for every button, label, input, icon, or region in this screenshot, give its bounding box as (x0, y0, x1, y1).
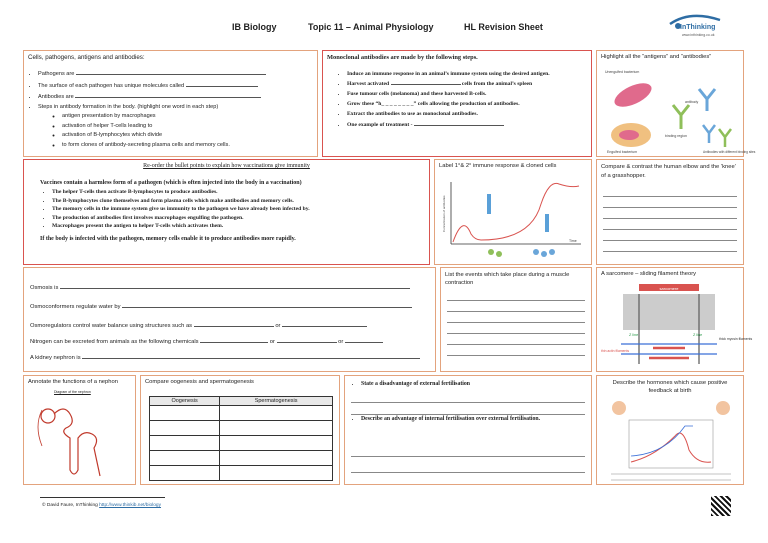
sarcomere-diagram (601, 282, 753, 370)
list-item: • Harvest activated cells from the animal’s spleen (347, 78, 591, 89)
cells-pathogens-box (23, 50, 318, 157)
fertilisation-box (344, 375, 592, 485)
engulfed-bacterium-icon (619, 130, 639, 140)
list-item: • The B-lymphocytes clone themselves and form plasma cells which make antibodies and memory cells. (52, 197, 429, 206)
osmosis-row: Osmosis is (30, 282, 410, 291)
sarcomere-box (596, 267, 753, 372)
nitrogen-row: Nitrogen can be excreted from animals as the following chemicals or or (30, 336, 383, 345)
footer-link[interactable]: http://www.thinkib.net/biology (99, 503, 162, 508)
sarcomere-title: A sarcomere – sliding filament theory (601, 271, 697, 277)
tubule-path (54, 409, 100, 476)
answer-line[interactable] (186, 80, 258, 87)
hormone-box (596, 375, 744, 485)
answer-line[interactable] (277, 336, 337, 343)
hormone-curve (631, 426, 693, 456)
sub-item: ◦ activation of B-lymphocytes which divide (62, 131, 317, 141)
sub-item: ◦ to form clones of antibody-secreting plasma cells and memory cells. (62, 141, 317, 151)
immune-title: Label 1°& 2° immune response & cloned cells (439, 163, 557, 169)
syringe-icon (545, 214, 549, 232)
list-item: • Pathogens are (38, 68, 317, 80)
answer-line[interactable] (60, 282, 410, 289)
answer-line[interactable] (345, 336, 383, 343)
diagram-label: binding region (665, 134, 687, 138)
answer-line[interactable] (282, 320, 367, 327)
antibody-curve (453, 183, 579, 242)
glomerulus-icon (41, 409, 55, 423)
vaccination-outro: If the body is infected with the pathogen, memory cells enable it to produce antibodies more rapidly. (40, 235, 296, 242)
answer-line[interactable] (391, 78, 461, 85)
answer-line[interactable] (76, 68, 266, 75)
highlight-title: Highlight all the “antigens” and “antibodies” (601, 54, 712, 60)
syringe-icon (487, 194, 491, 214)
diagram-label: Z line (693, 333, 703, 337)
list-item: • Extract the antibodies to use as monoclonal antibodies. (347, 109, 591, 119)
micrograph-image (623, 294, 715, 330)
nephron-diagram (30, 396, 130, 482)
answer-line[interactable] (82, 352, 420, 359)
vaccination-box (23, 159, 430, 265)
diagram-label: Antibodies with different binding sites (703, 150, 756, 154)
diagram-label: sarcomere (659, 286, 679, 291)
vaccination-intro: Vaccines contain a harmless form of a pathogen (which is often injected into the body in a vaccination) (40, 180, 302, 186)
elbow-title: Compare & contrast the human elbow and the ‘knee’ of a grasshopper. (601, 164, 736, 179)
header-sheet: HL Revision Sheet (464, 22, 543, 32)
sub-item: ◦ antigen presentation by macrophages (62, 112, 317, 122)
answer-line[interactable] (200, 336, 268, 343)
answer-line[interactable] (194, 320, 274, 327)
header-subject: IB Biology (232, 22, 277, 32)
vaccination-title: Re-order the bullet points to explain how vaccinations give immunity (143, 163, 310, 169)
monoclonal-title: Monoclonal antibodies are made by the following steps. (327, 54, 478, 61)
antibody-icon (673, 105, 689, 129)
list-item: • Macrophages present the antigen to helper T-cells which activates them. (52, 222, 429, 231)
antigen-antibody-diagram (603, 67, 756, 155)
diagram-label: Engulfed bacterium (607, 150, 638, 154)
answer-line[interactable] (75, 91, 261, 98)
table-row (150, 451, 333, 466)
list-item: • Fuse tumour cells (melanoma) and these harvested B-cells. (347, 89, 591, 99)
footer-copyright: © David Faure, InThinking http://www.thinkib.net/biology (42, 503, 162, 508)
antibody-icon (719, 129, 731, 147)
list-item: • One example of treatment - (347, 119, 591, 130)
table-row (150, 436, 333, 451)
vaccination-list (24, 188, 429, 231)
diagram-label: thin actin filaments (601, 349, 630, 353)
highlight-box (596, 50, 756, 157)
bacterium-icon (611, 78, 655, 111)
fetus-icon (612, 401, 626, 415)
nephron-box (23, 375, 136, 485)
inthinking-logo (660, 10, 730, 40)
diagram-label: Unengulfed bacterium (605, 70, 640, 74)
list-item: • Steps in antibody formation in the body. (highlight one word in each step) ◦ antigen presentation by macrophages ◦ activation of helper T-cells leading to ◦ activation of B-lymphocytes which divide ◦ to form clones of antibody-secreting plasma cells and memory cells. (38, 103, 317, 151)
list-item: • Describe an advantage of internal fertilisation over external fertilisation. (361, 414, 561, 424)
diagram-label: thick myosin filaments (719, 337, 753, 341)
gamete-title: Compare oogenesis and spermatogenesis (145, 379, 254, 385)
gametogenesis-box (140, 375, 340, 485)
osmosis-box (23, 267, 436, 372)
immune-response-box (434, 159, 592, 265)
fertilisation-list-2 (345, 414, 591, 424)
list-item: • The production of antibodies first involves macrophages engulfing the pathogen. (52, 214, 429, 223)
diagram-label: antibody (685, 100, 699, 104)
elbow-knee-box (596, 159, 744, 265)
list-item: • The surface of each pathogen has unique molecules called (38, 80, 317, 92)
list-item: • The memory cells in the immune system give us immunity to the pathogen we have already been infected by. (52, 205, 429, 214)
y-axis-label: Concentration of antibodies (442, 195, 446, 232)
answer-line[interactable] (414, 119, 504, 126)
table-row (150, 466, 333, 481)
column-header: Spermatogenesis (220, 397, 333, 406)
list-item: • Grow these “h_ _ _ _ _ _ _ _” cells allowing the production of antibodies. (347, 99, 591, 109)
hormone-title: Describe the hormones which cause positive feedback at birth (612, 380, 728, 394)
table-row (150, 406, 333, 421)
cells-list (24, 68, 317, 150)
answer-line[interactable] (122, 301, 412, 308)
list-item: • The helper T-cells then activate B-lymphocytes to produce antibodies. (52, 188, 429, 197)
qr-code-icon (711, 496, 731, 516)
list-item: • Induce an immune response in an animal’s immune system using the desired antigen. (347, 70, 591, 78)
nephron-row: A kidney nephron is (30, 352, 420, 361)
antibody-icon (699, 89, 715, 111)
nephron-caption: Diagram of the nephron (54, 390, 91, 394)
header-topic: Topic 11 – Animal Physiology (308, 22, 434, 32)
hormone-curve (631, 433, 711, 462)
hormone-graph (605, 396, 737, 482)
logo-url: www.inthinking.co.uk (682, 33, 715, 37)
immune-response-graph (441, 174, 587, 264)
fetus-icon (716, 401, 730, 415)
sub-item: ◦ activation of helper T-cells leading to (62, 122, 317, 132)
column-header: Oogenesis (150, 397, 220, 406)
muscle-contraction-box (440, 267, 592, 372)
contraction-title: List the events which take place during a muscle contraction (445, 272, 570, 286)
x-axis-label: Time (569, 239, 577, 243)
monoclonal-list (323, 70, 591, 130)
fertilisation-list-1 (345, 380, 591, 390)
diagram-label: Z line (629, 333, 639, 337)
list-item: • Antibodies are (38, 91, 317, 103)
table-row (150, 421, 333, 436)
cells-box-title: Cells, pathogens, antigens and antibodies: (28, 54, 145, 61)
gamete-table (149, 396, 333, 481)
antibody-icon (703, 125, 715, 143)
nephron-title: Annotate the functions of a nephon (28, 379, 118, 385)
osmoconformer-row: Osmoconformers regulate water by (30, 301, 412, 310)
logo-text: InThinking (680, 24, 716, 31)
osmoregulator-row: Osmoregulators control water balance using structures such as or (30, 320, 367, 329)
monoclonal-box (322, 50, 592, 157)
list-item: • State a disadvantage of external fertilisation (361, 380, 591, 390)
